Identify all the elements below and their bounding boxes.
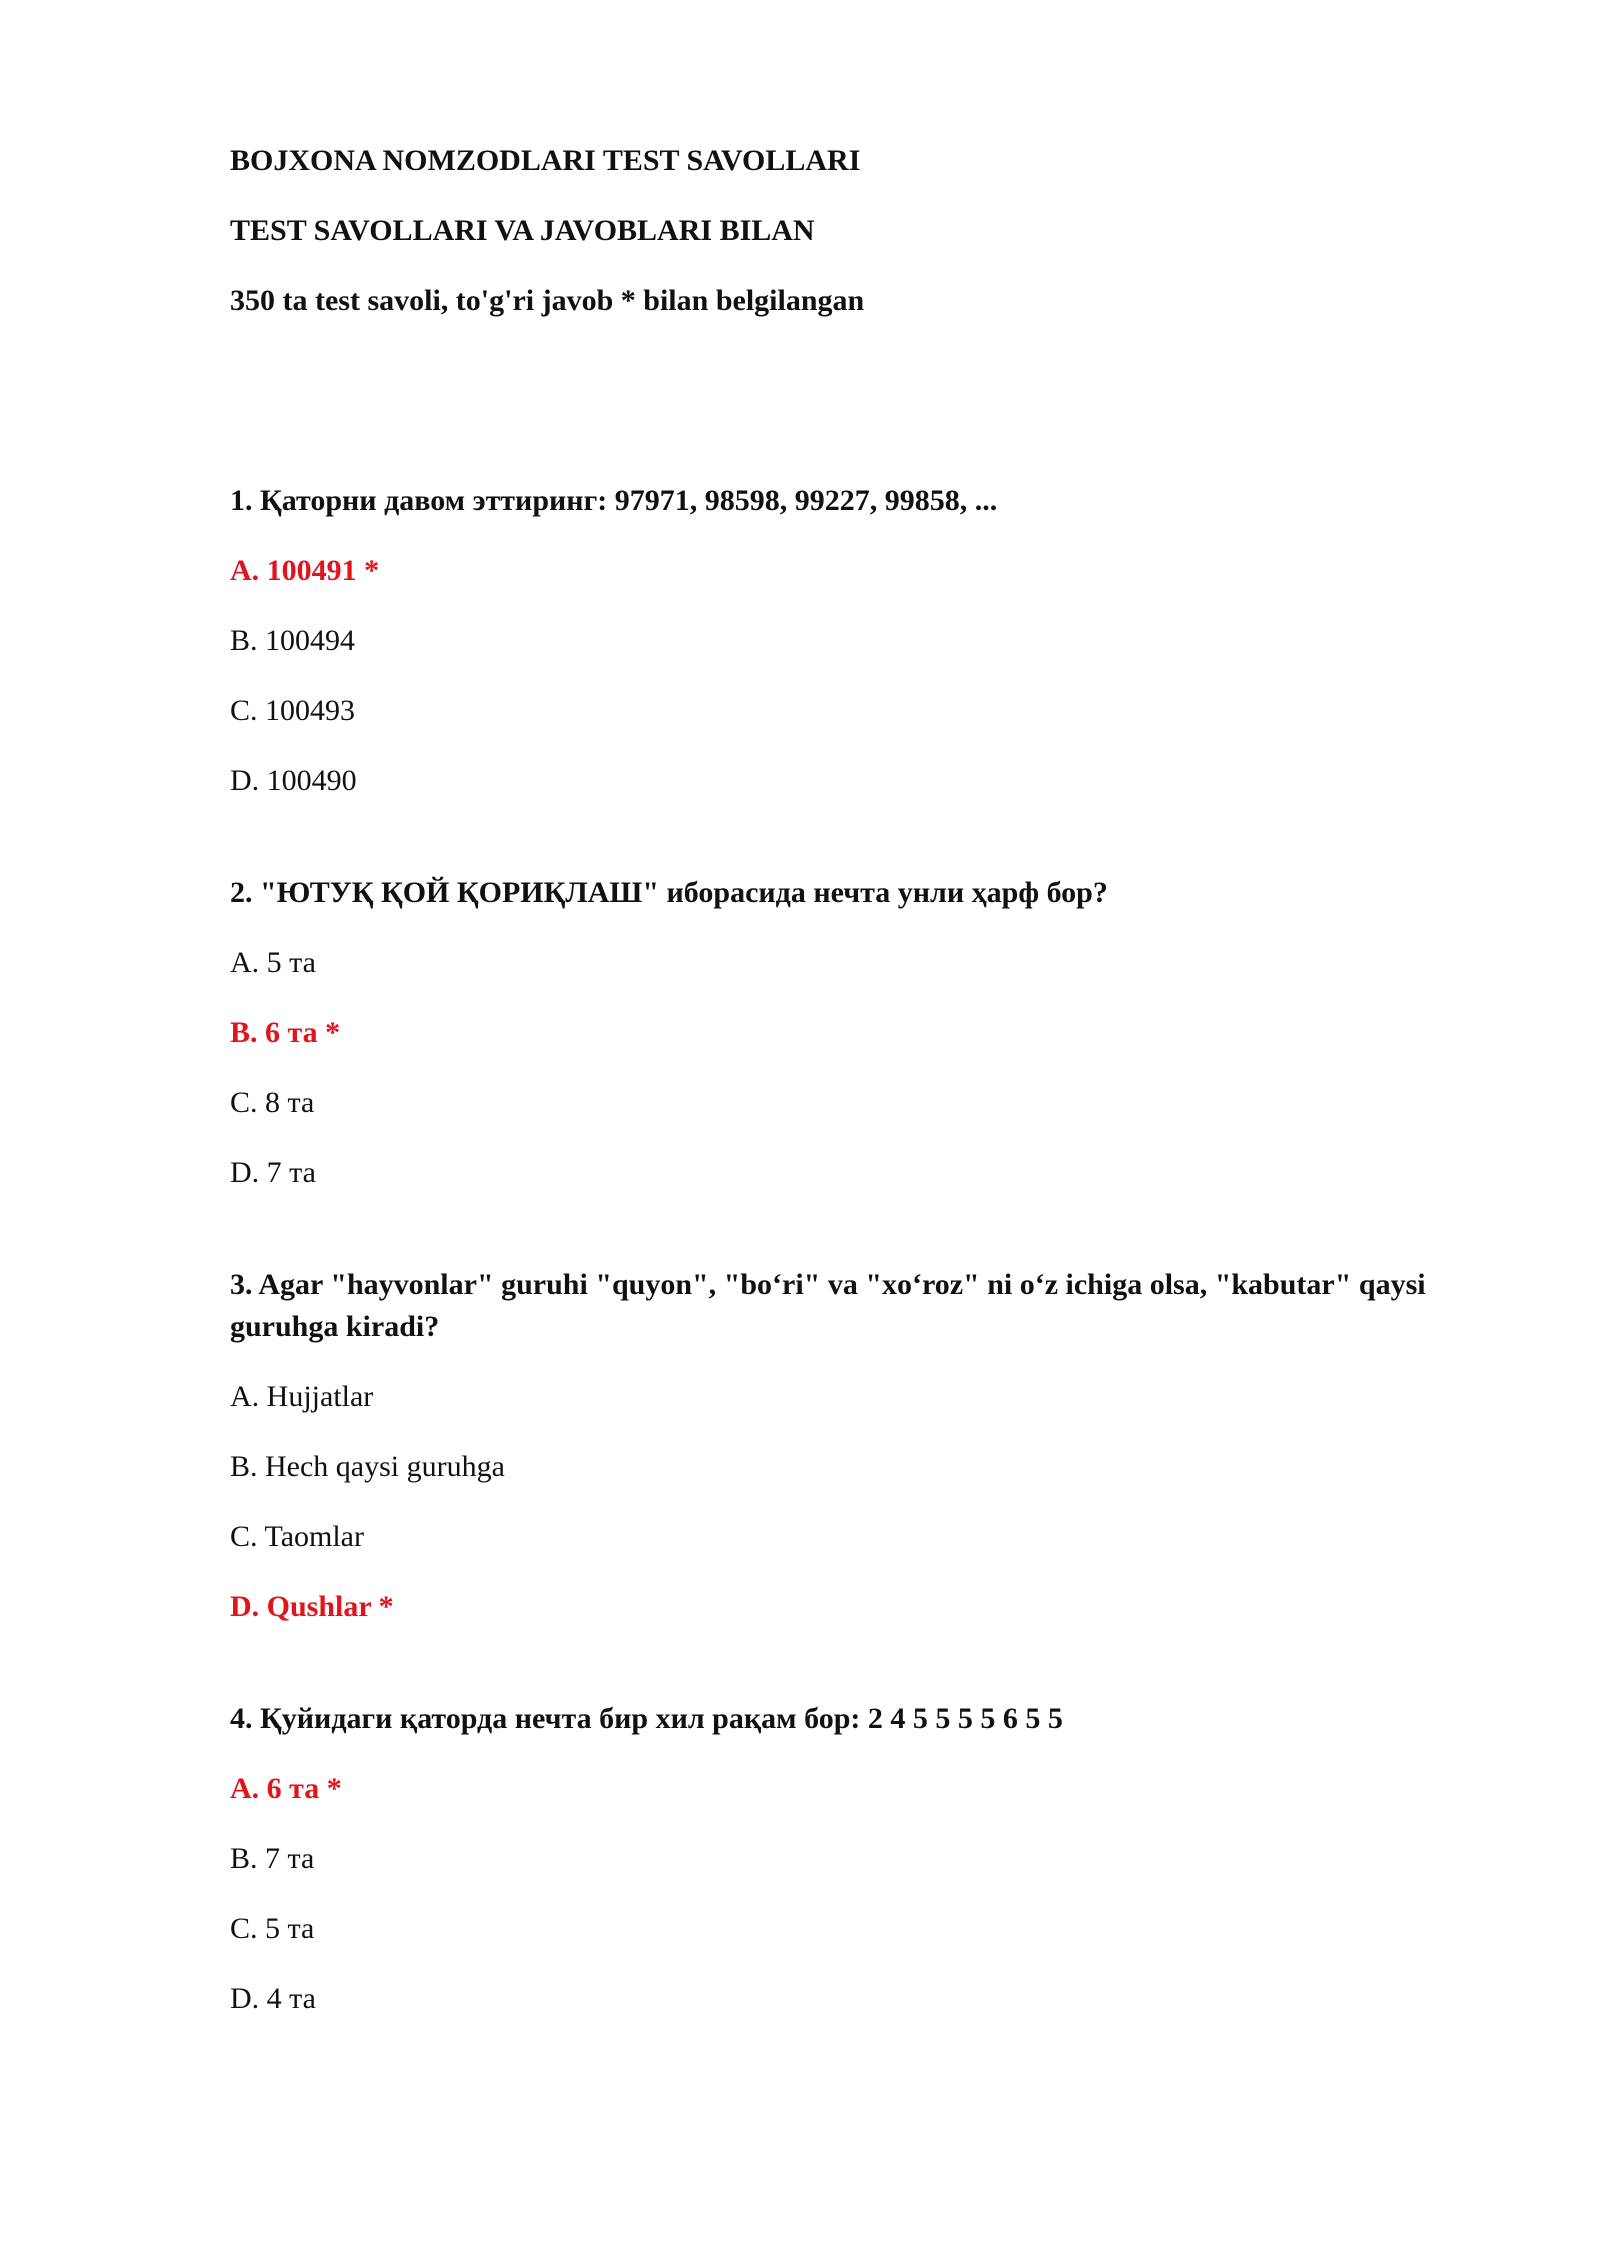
option-a: A. 6 та * xyxy=(230,1772,342,1805)
question-2 xyxy=(230,872,1470,1194)
document-page xyxy=(230,140,1470,2090)
option-a: A. Hujjatlar xyxy=(230,1380,374,1413)
option-a: A. 100491 * xyxy=(230,554,380,587)
document-subtitle: TEST SAVOLLARI VA JAVOBLARI BILAN xyxy=(230,214,815,247)
document-header xyxy=(230,140,1470,322)
option-d: D. 100490 xyxy=(230,764,357,797)
question-text: 2. "ЮТУҚ ҚОЙ ҚОРИҚЛАШ" иборасида нечта унли ҳарф бор? xyxy=(230,876,1108,909)
option-b: B. Hech qaysi guruhga xyxy=(230,1450,505,1483)
question-text: 4. Қуйидаги қаторда нечта бир хил рақам бор: 2 4 5 5 5 5 6 5 5 xyxy=(230,1702,1063,1735)
option-d: D. 7 та xyxy=(230,1156,316,1189)
option-d: D. 4 та xyxy=(230,1982,316,2015)
option-a: A. 5 та xyxy=(230,946,316,979)
option-b: B. 100494 xyxy=(230,624,356,657)
question-1 xyxy=(230,480,1470,802)
question-text: 3. Agar "hayvonlar" guruhi "quyon", "bo‘ri" va "xo‘roz" ni o‘z ichiga olsa, "kabutar" qaysi guruhga kiradi? xyxy=(230,1268,1426,1343)
document-title: BOJXONA NOMZODLARI TEST SAVOLLARI xyxy=(230,144,861,177)
option-c: C. Taomlar xyxy=(230,1520,364,1553)
option-d: D. Qushlar * xyxy=(230,1590,394,1623)
option-c: C. 8 та xyxy=(230,1086,315,1119)
option-c: C. 100493 xyxy=(230,694,356,727)
option-b: B. 6 та * xyxy=(230,1016,341,1049)
option-b: B. 7 та xyxy=(230,1842,315,1875)
header-spacer xyxy=(230,350,1470,480)
document-note: 350 ta test savoli, to'g'ri javob * bilan belgilangan xyxy=(230,284,865,317)
question-text: 1. Қаторни давом эттиринг: 97971, 98598, 99227, 99858, ... xyxy=(230,484,998,517)
question-3 xyxy=(230,1264,1470,1628)
option-c: C. 5 та xyxy=(230,1912,315,1945)
question-4 xyxy=(230,1698,1470,2020)
